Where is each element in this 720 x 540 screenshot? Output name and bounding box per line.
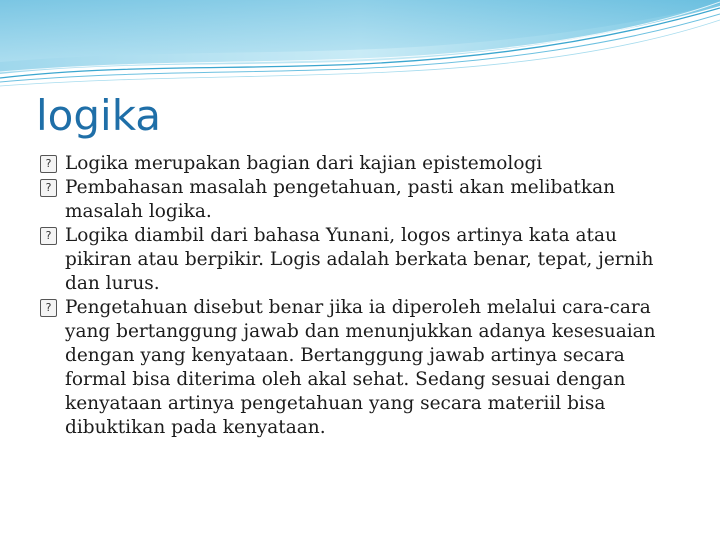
missing-glyph-box-icon: ?: [40, 299, 57, 317]
bullet-item: [40, 152, 680, 176]
bullet-text: Pengetahuan disebut benar jika ia diperoleh melalui cara-cara yang bertanggung jawab dan menunjukkan adanya kesesuaian dengan yang kenyataan. Bertanggung jawab artinya secara formal bisa diterima oleh akal sehat. Sedang sesuai dengan kenyataan artinya pengetahuan yang secara materiil bisa dibuktikan pada kenyataan.: [65, 297, 656, 438]
bullet-list: [40, 152, 680, 440]
bullet-item: [40, 176, 680, 224]
missing-glyph-box-icon: ?: [40, 179, 57, 197]
bullet-text: Pembahasan masalah pengetahuan, pasti akan melibatkan masalah logika.: [65, 177, 616, 222]
wave-header-decoration: [0, 0, 720, 90]
missing-glyph-box-icon: ?: [40, 155, 57, 173]
bullet-item: [40, 224, 680, 296]
bullet-text: Logika diambil dari bahasa Yunani, logos artinya kata atau pikiran atau berpikir. Logis adalah berkata benar, tepat, jernih dan lurus.: [65, 225, 654, 294]
bullet-item: [40, 296, 680, 440]
bullet-text: Logika merupakan bagian dari kajian epistemologi: [65, 153, 543, 174]
missing-glyph-box-icon: ?: [40, 227, 57, 245]
slide-title: logika: [36, 91, 162, 140]
